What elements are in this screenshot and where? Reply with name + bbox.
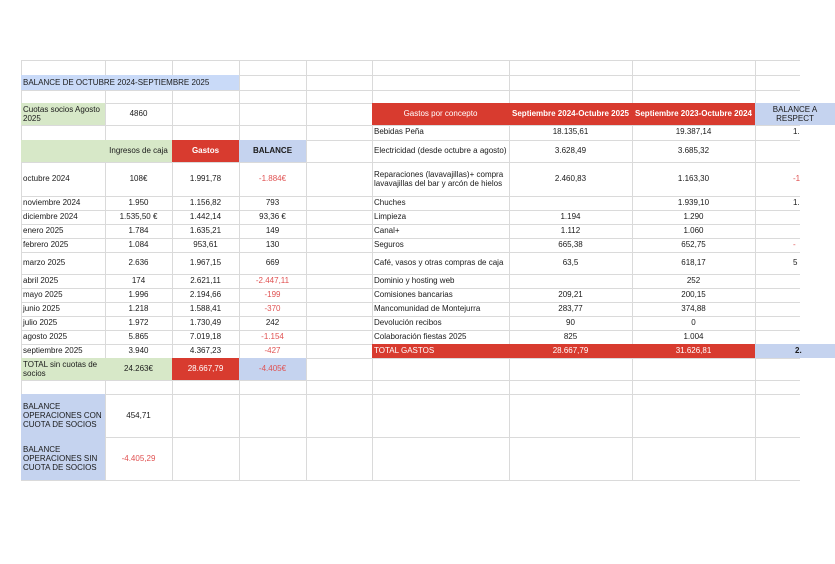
month-label[interactable]: enero 2025 <box>23 226 64 236</box>
header-balance-respecto[interactable]: BALANCE A RESPECT <box>755 103 835 125</box>
grid-row-line <box>21 380 800 381</box>
header-ingresos[interactable]: Ingresos de caja <box>105 140 172 162</box>
balance-value[interactable]: 793 <box>265 198 280 208</box>
header-concepto[interactable]: Gastos por concepto <box>372 103 509 125</box>
grid-row-line <box>21 90 800 91</box>
cuotas-value[interactable]: 4860 <box>129 109 148 119</box>
left-total-label[interactable]: TOTAL sin cuotas de socios <box>21 358 105 380</box>
gastos-value[interactable]: 1.991,78 <box>189 174 222 184</box>
balance-value[interactable]: -2.447,11 <box>255 276 290 286</box>
summary-con-cuota-label[interactable]: BALANCE OPERACIONES CON CUOTA DE SOCIOS <box>21 394 105 437</box>
gastos-value[interactable]: 953,61 <box>193 240 218 250</box>
concept-balance[interactable] <box>755 330 835 344</box>
concept-periodo-2[interactable]: 1.290 <box>683 212 704 222</box>
concept-balance[interactable] <box>755 288 835 302</box>
left-header-blank[interactable] <box>21 140 105 162</box>
balance-value[interactable]: 130 <box>265 240 280 250</box>
concept-periodo-2[interactable]: 1.004 <box>683 332 704 342</box>
header-balance[interactable]: BALANCE <box>239 140 306 162</box>
concept-balance[interactable]: 1. <box>793 198 800 208</box>
ingresos-value[interactable]: 2.636 <box>128 258 149 268</box>
concept-name[interactable]: Seguros <box>374 240 404 250</box>
summary-sin-cuota-value[interactable]: -4.405,29 <box>121 453 156 463</box>
month-label[interactable]: diciembre 2024 <box>23 212 78 222</box>
grid-row-line <box>21 480 800 481</box>
concept-periodo-2[interactable]: 1.060 <box>683 226 704 236</box>
summary-sin-cuota-label[interactable]: BALANCE OPERACIONES SIN CUOTA DE SOCIOS <box>21 437 105 480</box>
ingresos-value[interactable]: 1.535,50 € <box>119 212 158 222</box>
header-periodo-2[interactable]: Septiembre 2023-Octubre 2024 <box>632 103 755 125</box>
header-gastos[interactable]: Gastos <box>172 140 239 162</box>
concept-periodo-1[interactable]: 665,38 <box>558 240 583 250</box>
ingresos-value[interactable]: 1.972 <box>128 318 149 328</box>
month-label[interactable]: septiembre 2025 <box>23 346 83 356</box>
concept-periodo-2[interactable]: 19.387,14 <box>675 127 712 137</box>
gastos-value[interactable]: 2.621,11 <box>190 276 221 286</box>
concept-periodo-2[interactable]: 200,15 <box>681 290 706 300</box>
concept-name[interactable]: Electricidad (desde octubre a agosto) <box>374 145 507 155</box>
ingresos-value[interactable]: 1.784 <box>128 226 149 236</box>
month-label[interactable]: mayo 2025 <box>23 290 63 300</box>
concept-balance[interactable]: -1 <box>793 174 801 184</box>
ingresos-value[interactable]: 1.950 <box>128 198 149 208</box>
concept-periodo-1[interactable]: 283,77 <box>558 304 583 314</box>
gastos-value[interactable]: 7.019,18 <box>189 332 222 342</box>
concept-periodo-2[interactable]: 1.163,30 <box>677 174 710 184</box>
left-total-ingresos[interactable]: 24.263€ <box>105 358 172 380</box>
concept-balance[interactable]: 5 <box>793 258 798 268</box>
grid-col-line <box>306 60 307 480</box>
month-label[interactable]: febrero 2025 <box>23 240 69 250</box>
gastos-value[interactable]: 1.967,15 <box>189 258 222 268</box>
month-label[interactable]: noviembre 2024 <box>23 198 81 208</box>
concept-periodo-2[interactable]: 374,88 <box>681 304 706 314</box>
balance-value[interactable]: -427 <box>264 346 281 356</box>
right-total-label[interactable]: TOTAL GASTOS <box>372 344 509 358</box>
concept-name[interactable]: Bebidas Peña <box>374 127 424 137</box>
ingresos-value[interactable]: 108€ <box>129 174 148 184</box>
month-label[interactable]: junio 2025 <box>23 304 60 314</box>
month-label[interactable]: marzo 2025 <box>23 258 66 268</box>
concept-periodo-1[interactable]: 90 <box>566 318 575 328</box>
month-label[interactable]: abril 2025 <box>23 276 59 286</box>
ingresos-value[interactable]: 1.218 <box>128 304 149 314</box>
balance-value[interactable]: 93,36 € <box>259 212 286 222</box>
balance-value[interactable]: 149 <box>265 226 280 236</box>
concept-balance[interactable] <box>755 210 835 224</box>
concept-balance[interactable] <box>755 139 835 162</box>
concept-balance[interactable] <box>755 274 835 288</box>
balance-value[interactable]: -1.154 <box>261 332 284 342</box>
concept-periodo-1[interactable]: 63,5 <box>562 258 579 268</box>
concept-name[interactable]: Mancomunidad de Montejurra <box>374 304 481 314</box>
concept-balance[interactable] <box>755 224 835 238</box>
gastos-value[interactable]: 1.730,49 <box>189 318 222 328</box>
month-label[interactable]: agosto 2025 <box>23 332 68 342</box>
concept-name[interactable]: Colaboración fiestas 2025 <box>374 332 467 342</box>
gastos-value[interactable]: 1.156,82 <box>189 198 222 208</box>
concept-name[interactable]: Limpieza <box>374 212 407 222</box>
left-total-balance[interactable]: -4.405€ <box>239 358 306 380</box>
ingresos-value[interactable]: 1.084 <box>128 240 149 250</box>
ingresos-value[interactable]: 1.996 <box>128 290 149 300</box>
concept-name[interactable]: Reparaciones (lavavajillas)+ compra lavavajillas del bar y arcón de hielos <box>374 169 504 188</box>
concept-name[interactable]: Café, vasos y otras compras de caja <box>374 258 504 268</box>
concept-periodo-1[interactable]: 1.194 <box>560 212 581 222</box>
ingresos-value[interactable]: 5.865 <box>128 332 149 342</box>
month-label[interactable]: julio 2025 <box>23 318 58 328</box>
left-total-gastos[interactable]: 28.667,79 <box>172 358 239 380</box>
grid-row-line <box>21 60 800 61</box>
concept-balance[interactable]: - <box>793 240 796 250</box>
concept-name[interactable]: Dominio y hosting web <box>374 276 455 286</box>
gastos-value[interactable]: 1.442,14 <box>189 212 222 222</box>
gastos-value[interactable]: 1.588,41 <box>189 304 222 314</box>
balance-value[interactable]: 669 <box>265 258 280 268</box>
concept-periodo-1[interactable]: 18.135,61 <box>552 127 589 137</box>
balance-value[interactable]: -1.884€ <box>258 174 287 184</box>
balance-value[interactable]: -370 <box>264 304 281 314</box>
right-total-p2[interactable]: 31.626,81 <box>632 344 755 358</box>
concept-balance[interactable]: 1. <box>793 127 800 137</box>
balance-value[interactable]: -199 <box>264 290 281 300</box>
concept-periodo-2[interactable]: 3.685,32 <box>677 145 710 155</box>
concept-periodo-1[interactable]: 209,21 <box>558 290 583 300</box>
concept-periodo-1[interactable] <box>509 196 632 210</box>
concept-periodo-2[interactable]: 652,75 <box>681 240 706 250</box>
gastos-value[interactable]: 4.367,23 <box>189 346 222 356</box>
concept-balance[interactable] <box>755 302 835 316</box>
gastos-value[interactable]: 1.635,21 <box>189 226 222 236</box>
concept-periodo-1[interactable]: 3.628,49 <box>554 145 587 155</box>
concept-balance[interactable] <box>755 316 835 330</box>
month-label[interactable]: octubre 2024 <box>23 174 70 184</box>
concept-periodo-1[interactable] <box>509 274 632 288</box>
concept-periodo-2[interactable]: 252 <box>686 276 701 286</box>
ingresos-value[interactable]: 174 <box>131 276 146 286</box>
right-total-p1[interactable]: 28.667,79 <box>509 344 632 358</box>
balance-value[interactable]: 242 <box>265 318 280 328</box>
cuotas-label[interactable]: Cuotas socios Agosto 2025 <box>21 103 105 125</box>
summary-con-cuota-value[interactable]: 454,71 <box>126 410 151 420</box>
concept-periodo-2[interactable]: 618,17 <box>681 258 706 268</box>
concept-periodo-2[interactable]: 1.939,10 <box>677 198 710 208</box>
sheet-title[interactable]: BALANCE DE OCTUBRE 2024-SEPTIEMBRE 2025 <box>21 75 239 90</box>
concept-periodo-1[interactable]: 2.460,83 <box>554 174 587 184</box>
concept-periodo-2[interactable]: 0 <box>691 318 696 328</box>
concept-periodo-1[interactable]: 825 <box>563 332 578 342</box>
concept-name[interactable]: Chuches <box>374 198 406 208</box>
ingresos-value[interactable]: 3.940 <box>128 346 149 356</box>
right-total-bal[interactable]: 2. <box>755 344 835 358</box>
concept-name[interactable]: Canal+ <box>374 226 400 236</box>
concept-name[interactable]: Devolución recibos <box>374 318 442 328</box>
header-periodo-1[interactable]: Septiembre 2024-Octubre 2025 <box>509 103 632 125</box>
concept-name[interactable]: Comisiones bancarias <box>374 290 453 300</box>
gastos-value[interactable]: 2.194,66 <box>189 290 222 300</box>
concept-periodo-1[interactable]: 1.112 <box>560 226 581 236</box>
